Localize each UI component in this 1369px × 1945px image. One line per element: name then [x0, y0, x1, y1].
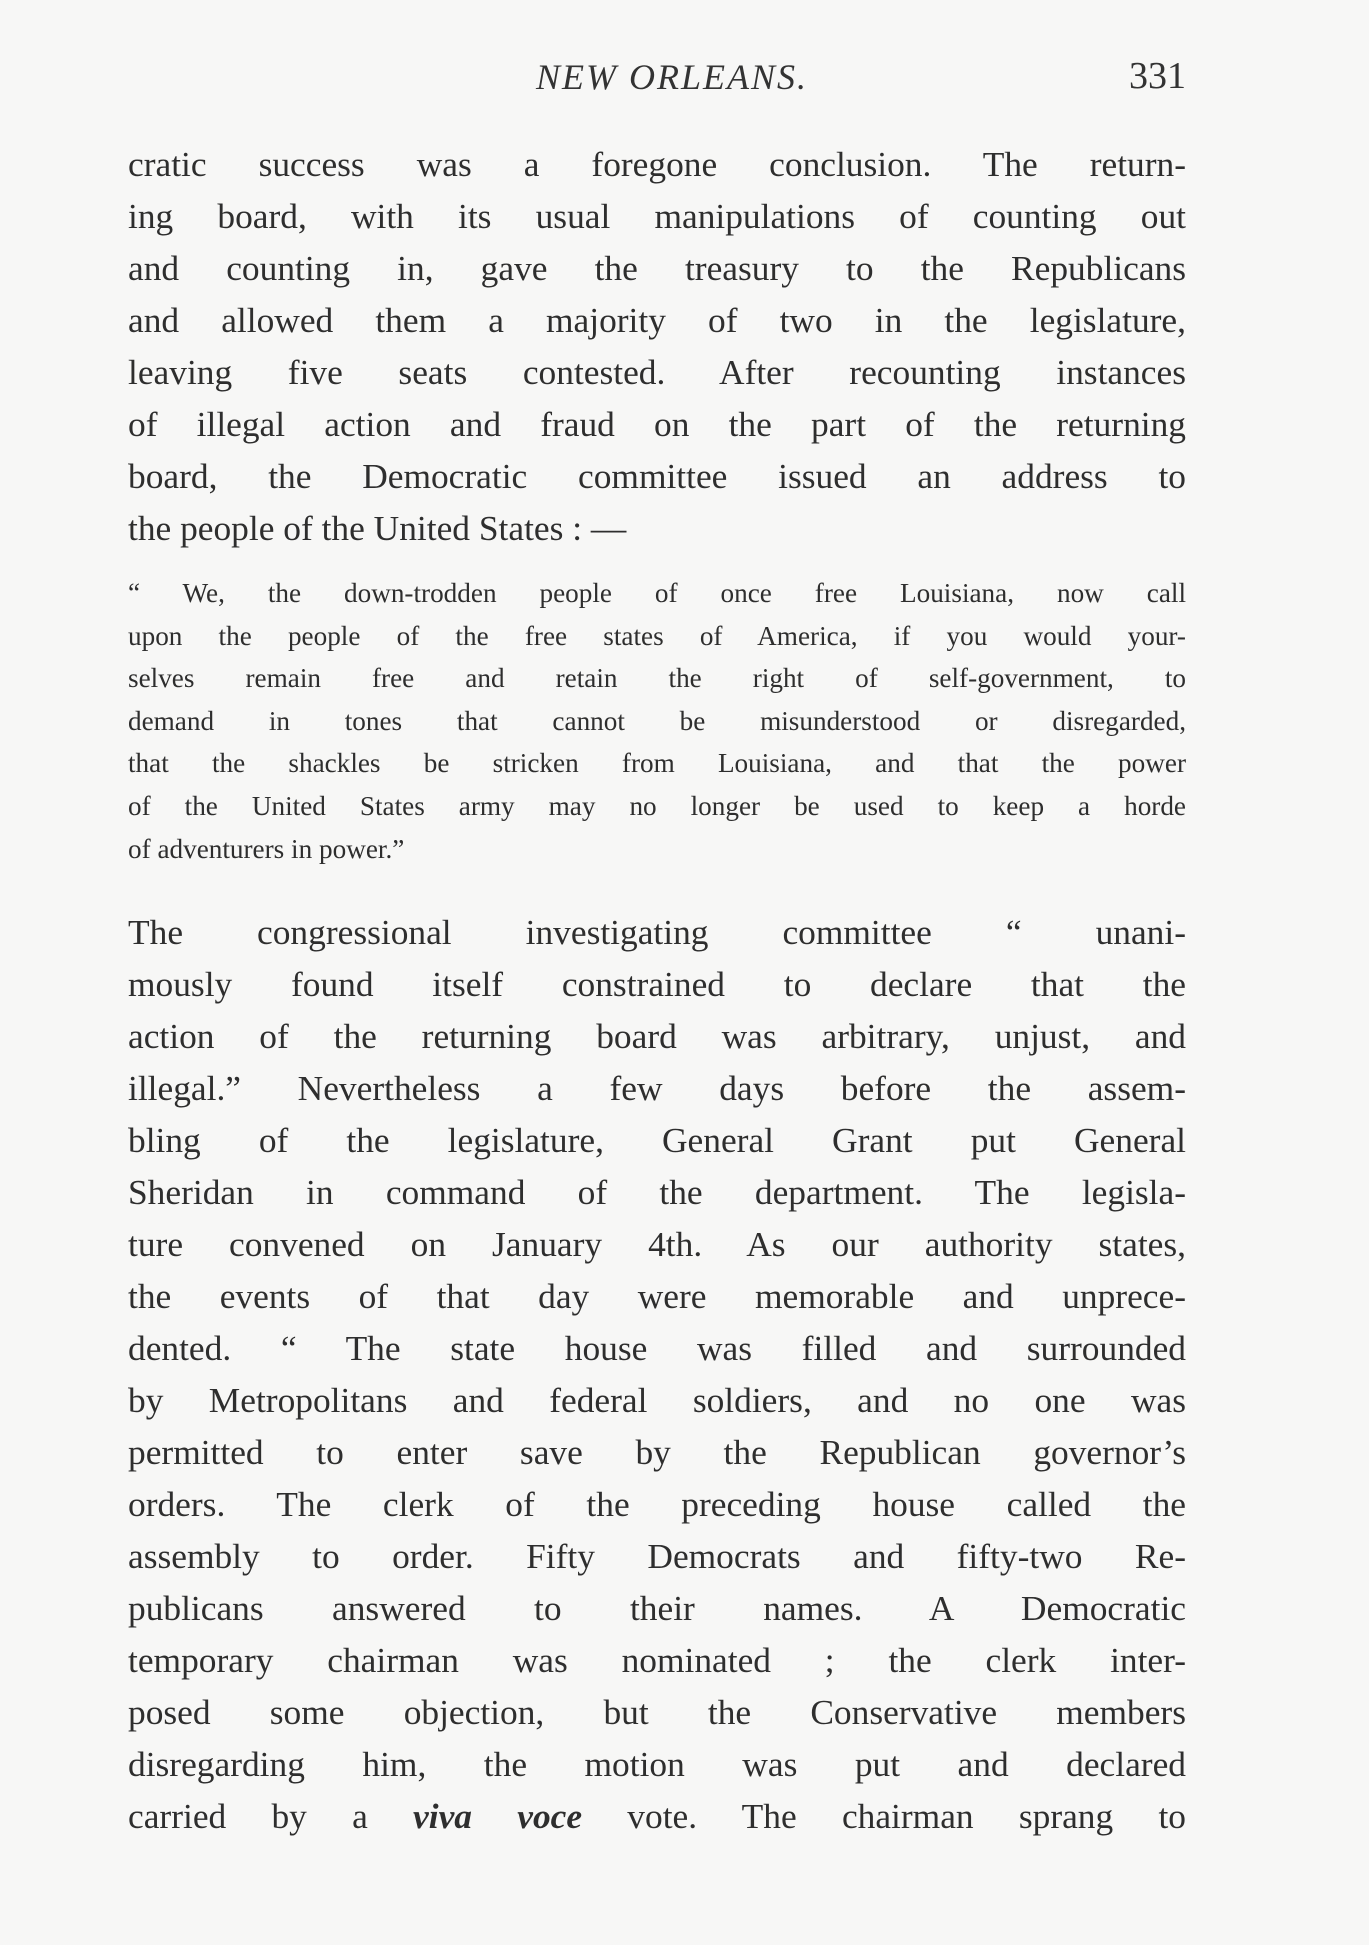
text-line: ture convened on January 4th. As our authority states, — [128, 1224, 1186, 1264]
text-line: publicans answered to their names. A Democratic — [128, 1588, 1186, 1628]
text-line: dented. “ The state house was filled and surrounded — [128, 1328, 1186, 1368]
final-line-start: carried by a — [128, 1796, 414, 1836]
text-line: cratic success was a foregone conclusion. The return- — [128, 144, 1186, 184]
text-line: illegal.” Nevertheless a few days before the assem- — [128, 1068, 1186, 1108]
text-line: mously found itself constrained to declare that the — [128, 964, 1186, 1004]
paragraph-1 — [128, 138, 1186, 554]
quote-line: that the shackles be stricken from Louisiana, and that the power — [128, 748, 1186, 779]
paragraph-2 — [128, 906, 1186, 1842]
quote-line: upon the people of the free states of America, if you would your- — [128, 620, 1186, 651]
text-line: posed some objection, but the Conservative members — [128, 1692, 1186, 1732]
text-line: and counting in, gave the treasury to the Republicans — [128, 248, 1186, 288]
block-quote — [128, 572, 1186, 870]
text-line: disregarding him, the motion was put and declared — [128, 1744, 1186, 1784]
text-line: The congressional investigating committee “ unani- — [128, 912, 1186, 952]
text-line: bling of the legislature, General Grant put General — [128, 1120, 1186, 1160]
text-line: and allowed them a majority of two in the legislature, — [128, 300, 1186, 340]
text-line: orders. The clerk of the preceding house called the — [128, 1484, 1186, 1524]
italic-phrase: viva voce — [413, 1796, 583, 1836]
text-line: the events of that day were memorable and unprece- — [128, 1276, 1186, 1316]
text-line: temporary chairman was nominated ; the clerk inter- — [128, 1640, 1186, 1680]
text-line: of illegal action and fraud on the part of the returning — [128, 404, 1186, 444]
text-line: the people of the United States : — — [128, 508, 627, 548]
text-line: Sheridan in command of the department. The legisla- — [128, 1172, 1186, 1212]
quote-line: demand in tones that cannot be misunderstood or disregarded, — [128, 705, 1186, 736]
text-line: board, the Democratic committee issued an address to — [128, 456, 1186, 496]
text-line: permitted to enter save by the Republican governor’s — [128, 1432, 1186, 1472]
quote-line: “ We, the down-trodden people of once free Louisiana, now call — [128, 578, 1186, 608]
running-head-title: NEW ORLEANS. — [536, 57, 808, 97]
text-line: by Metropolitans and federal soldiers, and no one was — [128, 1380, 1186, 1420]
text-line: leaving five seats contested. After recounting instances — [128, 352, 1186, 392]
text-line: action of the returning board was arbitrary, unjust, and — [128, 1016, 1186, 1056]
text-line-final — [128, 1790, 1186, 1842]
quote-line: selves remain free and retain the right of self-government, to — [128, 663, 1186, 694]
page-number: 331 — [1129, 55, 1186, 97]
text-line: assembly to order. Fifty Democrats and fifty-two Re- — [128, 1536, 1186, 1576]
running-head — [128, 52, 1186, 112]
text-line: ing board, with its usual manipulations of counting out — [128, 196, 1186, 236]
final-line-end: vote. The chairman sprang to — [582, 1796, 1186, 1836]
quote-line: of adventurers in power.” — [128, 833, 405, 864]
quote-line: of the United States army may no longer be used to keep a horde — [128, 790, 1186, 821]
